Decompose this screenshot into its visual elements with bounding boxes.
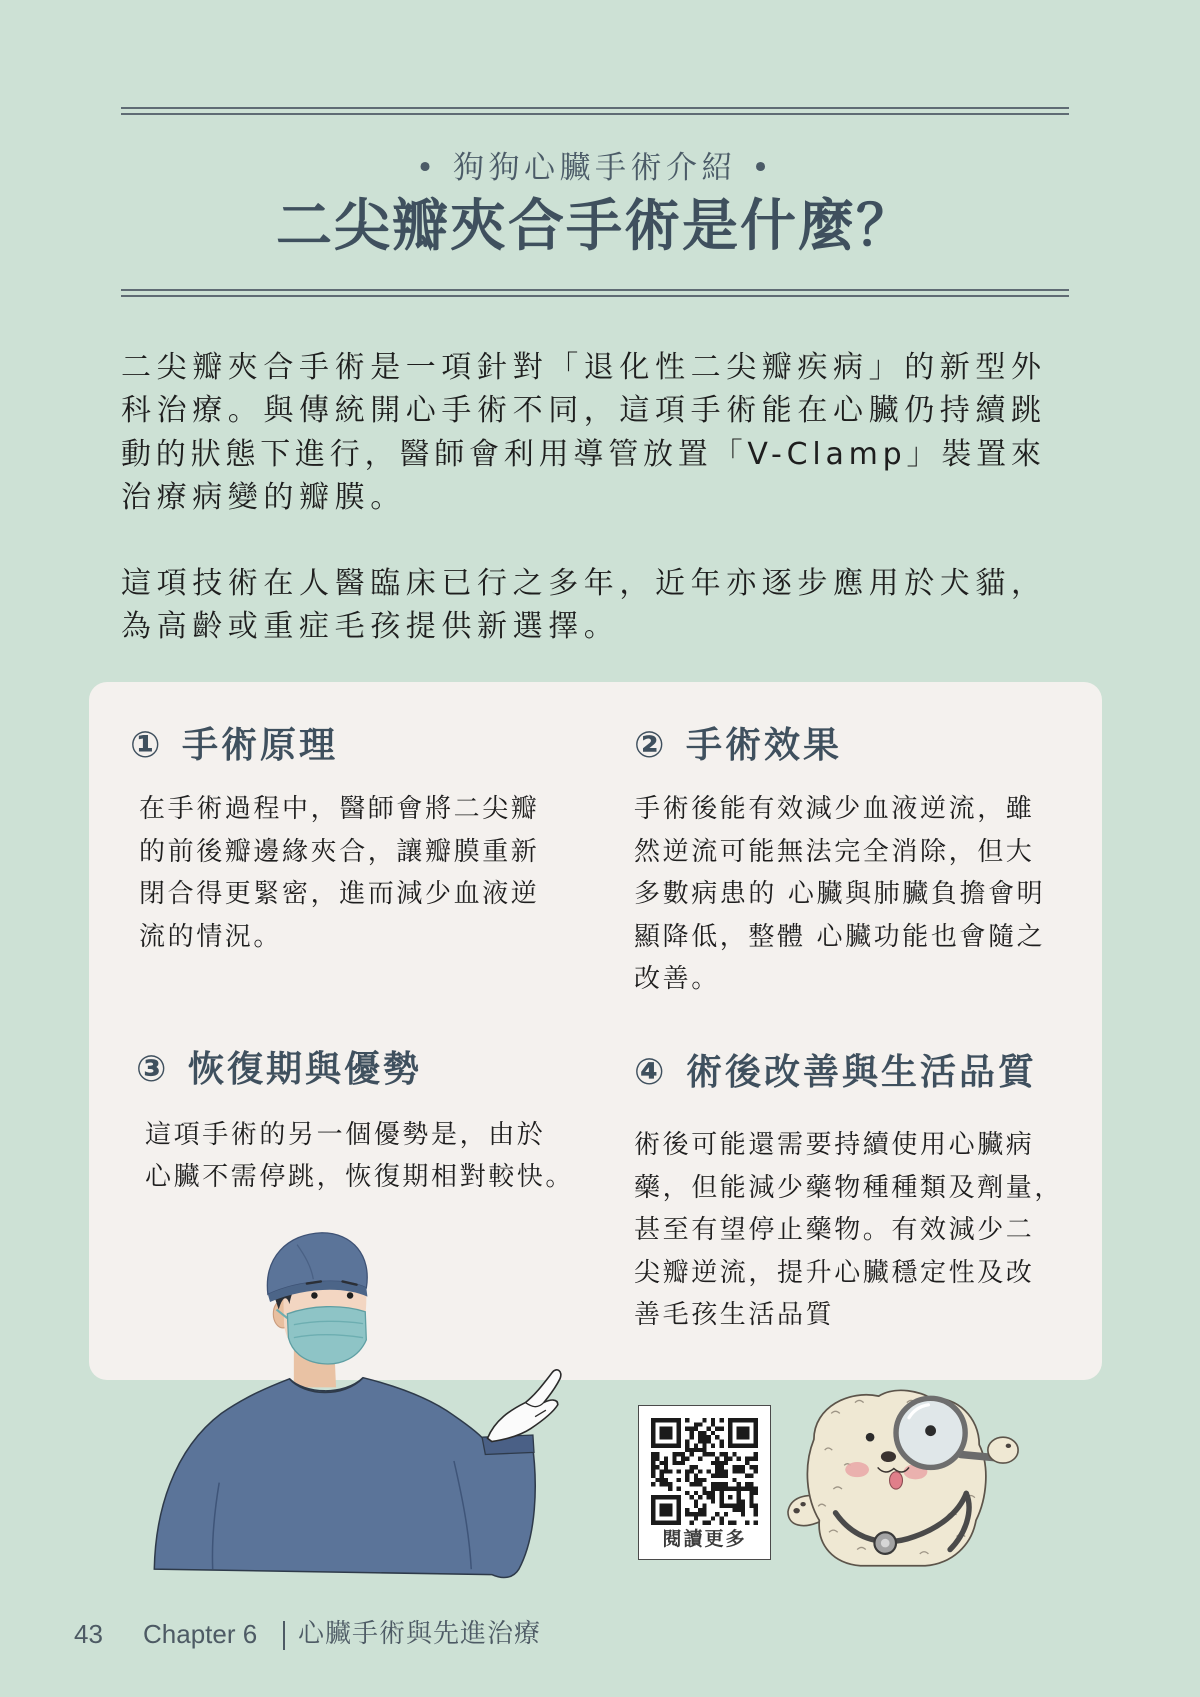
section-line: 在手術過程中，醫師會將二尖瓣 bbox=[139, 794, 540, 824]
section-heading-text: 手術效果 bbox=[686, 725, 843, 766]
section-heading-principle bbox=[130, 724, 338, 767]
section-number: ① bbox=[130, 725, 161, 766]
header-top-rule-inner bbox=[121, 113, 1069, 115]
section-number: ④ bbox=[634, 1052, 665, 1093]
qr-code bbox=[651, 1418, 758, 1525]
intro-line: 為高齡或重症毛孩提供新選擇。 bbox=[121, 609, 620, 645]
header-bottom-rule-outer bbox=[121, 295, 1069, 297]
section-line: 甚至有望停止藥物。有效減少二 bbox=[634, 1215, 1035, 1245]
section-heading-text: 手術原理 bbox=[182, 725, 339, 766]
footer-divider bbox=[283, 1621, 285, 1650]
page-subtitle: • 狗狗心臟手術介紹 • bbox=[415, 150, 775, 186]
header-top-rule-outer bbox=[121, 107, 1069, 109]
section-line: 的前後瓣邊緣夾合，讓瓣膜重新 bbox=[139, 836, 540, 867]
qr-modules bbox=[651, 1418, 758, 1525]
section-heading-text: 術後改善與生活品質 bbox=[686, 1052, 1038, 1093]
qr-read-more-label: 閱讀更多 bbox=[662, 1528, 747, 1550]
section-line: 流的情況。 bbox=[139, 921, 283, 952]
intro-line: 二尖瓣夾合手術是一項針對「退化性二尖瓣疾病」的新型外 bbox=[121, 350, 1047, 385]
section-line: 藥，但能減少藥物種種類及劑量， bbox=[634, 1172, 1064, 1203]
section-line: 閉合得更緊密，進而減少血液逆 bbox=[139, 879, 540, 909]
section-heading-effect bbox=[634, 724, 842, 767]
doctor-torso bbox=[154, 1338, 535, 1578]
section-line: 改善。 bbox=[634, 964, 720, 994]
section-line: 這項手術的另一個優勢是，由於 bbox=[145, 1120, 546, 1150]
section-heading-text: 恢復期與優勢 bbox=[188, 1049, 423, 1090]
intro-line: 治療病變的瓣膜。 bbox=[121, 479, 406, 515]
dog-with-magnifier-illustration bbox=[777, 1381, 1028, 1569]
section-body-quality-of-life bbox=[634, 1124, 1063, 1337]
header-bottom-rule-inner bbox=[121, 289, 1069, 291]
section-line: 尖瓣逆流，提升心臟穩定性及改 bbox=[634, 1257, 1035, 1288]
magnifying-glass bbox=[896, 1398, 1018, 1467]
intro-paragraph-1 bbox=[121, 346, 1047, 519]
section-line: 顯降低，整體 心臟功能也會隨之 bbox=[634, 921, 1046, 952]
chapter-title: 心臟手術與先進治療 bbox=[298, 1619, 542, 1649]
section-line: 術後可能還需要持續使用心臟病 bbox=[634, 1130, 1035, 1160]
section-number: ③ bbox=[136, 1049, 167, 1090]
section-body-recovery bbox=[145, 1115, 574, 1198]
section-heading-recovery bbox=[136, 1048, 422, 1091]
intro-paragraph-2 bbox=[121, 562, 1047, 649]
section-line: 然逆流可能無法完全消除，但大 bbox=[634, 836, 1035, 867]
page-title: 二尖瓣夾合手術是什麼？ bbox=[276, 194, 914, 259]
doctor-illustration bbox=[151, 1223, 573, 1580]
section-heading-quality-of-life bbox=[634, 1051, 1037, 1094]
intro-line: 動的狀態下進行，醫師會利用導管放置「V-Clamp」裝置來 bbox=[121, 436, 1046, 472]
section-line: 善毛孩生活品質 bbox=[634, 1300, 835, 1330]
intro-line: 這項技術在人醫臨床已行之多年，近年亦逐步應用於犬貓， bbox=[121, 566, 1047, 601]
intro-line: 科治療。與傳統開心手術不同，這項手術能在心臟仍持續跳 bbox=[121, 393, 1047, 429]
doctor-hand bbox=[482, 1370, 561, 1455]
chapter-label: Chapter 6 bbox=[143, 1619, 258, 1649]
section-body-principle bbox=[139, 788, 539, 958]
section-line: 多數病患的 心臟與肺臟負擔會明 bbox=[634, 879, 1046, 909]
qr-code-card[interactable] bbox=[638, 1405, 771, 1560]
page-number: 43 bbox=[74, 1619, 103, 1649]
surgical-mask bbox=[277, 1307, 367, 1364]
section-line: 手術後能有效減少血液逆流，雖 bbox=[634, 794, 1035, 824]
section-body-effect bbox=[634, 788, 1045, 1001]
section-line: 心臟不需停跳，恢復期相對較快。 bbox=[145, 1161, 575, 1192]
section-number: ② bbox=[634, 725, 665, 766]
